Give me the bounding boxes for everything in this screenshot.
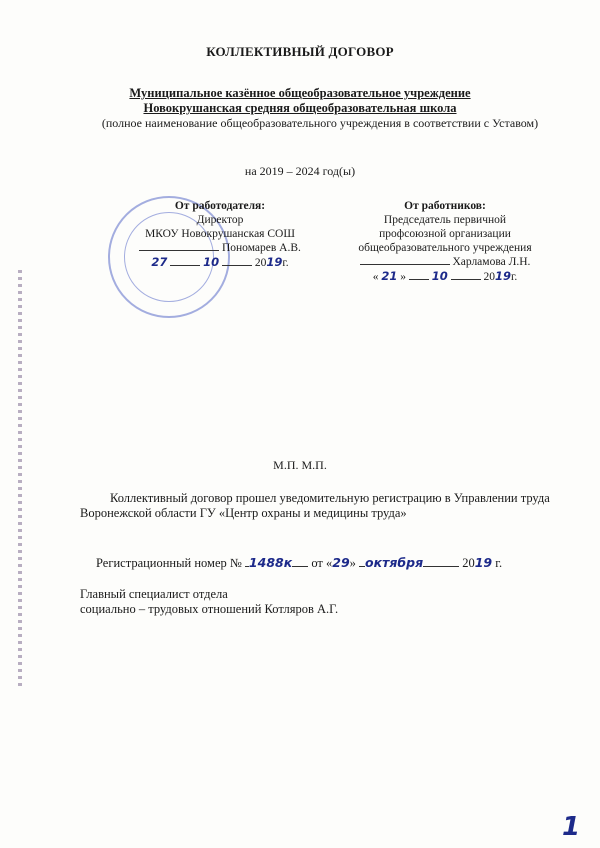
employees-date-line — [330, 269, 560, 284]
employees-date-month: 10 — [431, 269, 448, 283]
page-number: 1 — [562, 812, 581, 842]
employees-line-1: Председатель первичной — [383, 214, 507, 226]
agreement-period: на 2019 – 2024 год(ы) — [244, 164, 356, 178]
document-title: КОЛЛЕКТИВНЫЙ ДОГОВОР — [206, 44, 394, 59]
organization-line-2: Новокрушанская средняя общеобразовательная школа — [143, 101, 457, 115]
registration-month: октября — [365, 555, 424, 570]
employer-name-line — [100, 241, 340, 255]
employer-date-day: 27 — [151, 255, 168, 269]
registration-number-line — [96, 555, 586, 571]
registration-notice: Коллективный договор прошел уведомительную регистрацию в Управлении труда Воронежской области ГУ «Центр охраны и медицины труда» — [80, 491, 550, 520]
employees-header: От работников: — [404, 200, 486, 212]
registration-from-label: от « — [311, 556, 333, 570]
employees-date-day: 21 — [381, 269, 398, 283]
binding-stitch — [18, 270, 22, 690]
employer-name: Пономарев А.В. — [221, 242, 301, 254]
employees-line-3: общеобразовательного учреждения — [358, 242, 532, 254]
employees-year-hand: 19 — [494, 269, 511, 283]
stamp-place-marks: М.П. М.П. — [273, 458, 327, 472]
employees-year-suffix: г. — [511, 271, 518, 283]
employer-date-line — [100, 255, 340, 270]
employer-year-suffix: г. — [282, 257, 289, 269]
employer-year-hand: 19 — [266, 255, 283, 269]
employer-position: Директор — [196, 214, 244, 226]
organization-note: (полное наименование общеобразовательного учреждения в соответствии с Уставом) — [101, 116, 539, 130]
registration-label: Регистрационный номер № — [96, 556, 242, 570]
specialist-line-2: социально – трудовых отношений Котляров А.Г. — [80, 602, 339, 616]
registration-quote-close: » — [349, 556, 356, 570]
employees-year-prefix: 20 — [483, 271, 495, 283]
specialist-line-1: Главный специалист отдела — [80, 587, 228, 601]
organization-line-1: Муниципальное казённое общеобразовательное учреждение — [129, 86, 471, 100]
employer-date-month: 10 — [203, 255, 220, 269]
employees-line-2: профсоюзной организации — [379, 228, 511, 240]
specialist-block — [80, 587, 550, 617]
employer-year-prefix: 20 — [254, 257, 267, 269]
registration-number: 1488к — [248, 555, 293, 570]
employer-header: От работодателя: — [174, 200, 266, 212]
employer-signature-block — [100, 199, 340, 270]
employees-quote-close: » — [400, 271, 406, 283]
employees-quote-open: « — [372, 271, 379, 283]
registration-year-suffix: г. — [495, 556, 503, 570]
registration-year-prefix: 20 — [462, 556, 475, 570]
registration-year-hand: 19 — [474, 555, 493, 570]
registration-day: 29 — [332, 555, 350, 570]
employees-name: Харламова Л.Н. — [452, 256, 531, 268]
employer-organization: МКОУ Новокрушанская СОШ — [145, 228, 295, 240]
employees-signature-block — [330, 199, 560, 284]
employees-name-line — [330, 255, 560, 269]
